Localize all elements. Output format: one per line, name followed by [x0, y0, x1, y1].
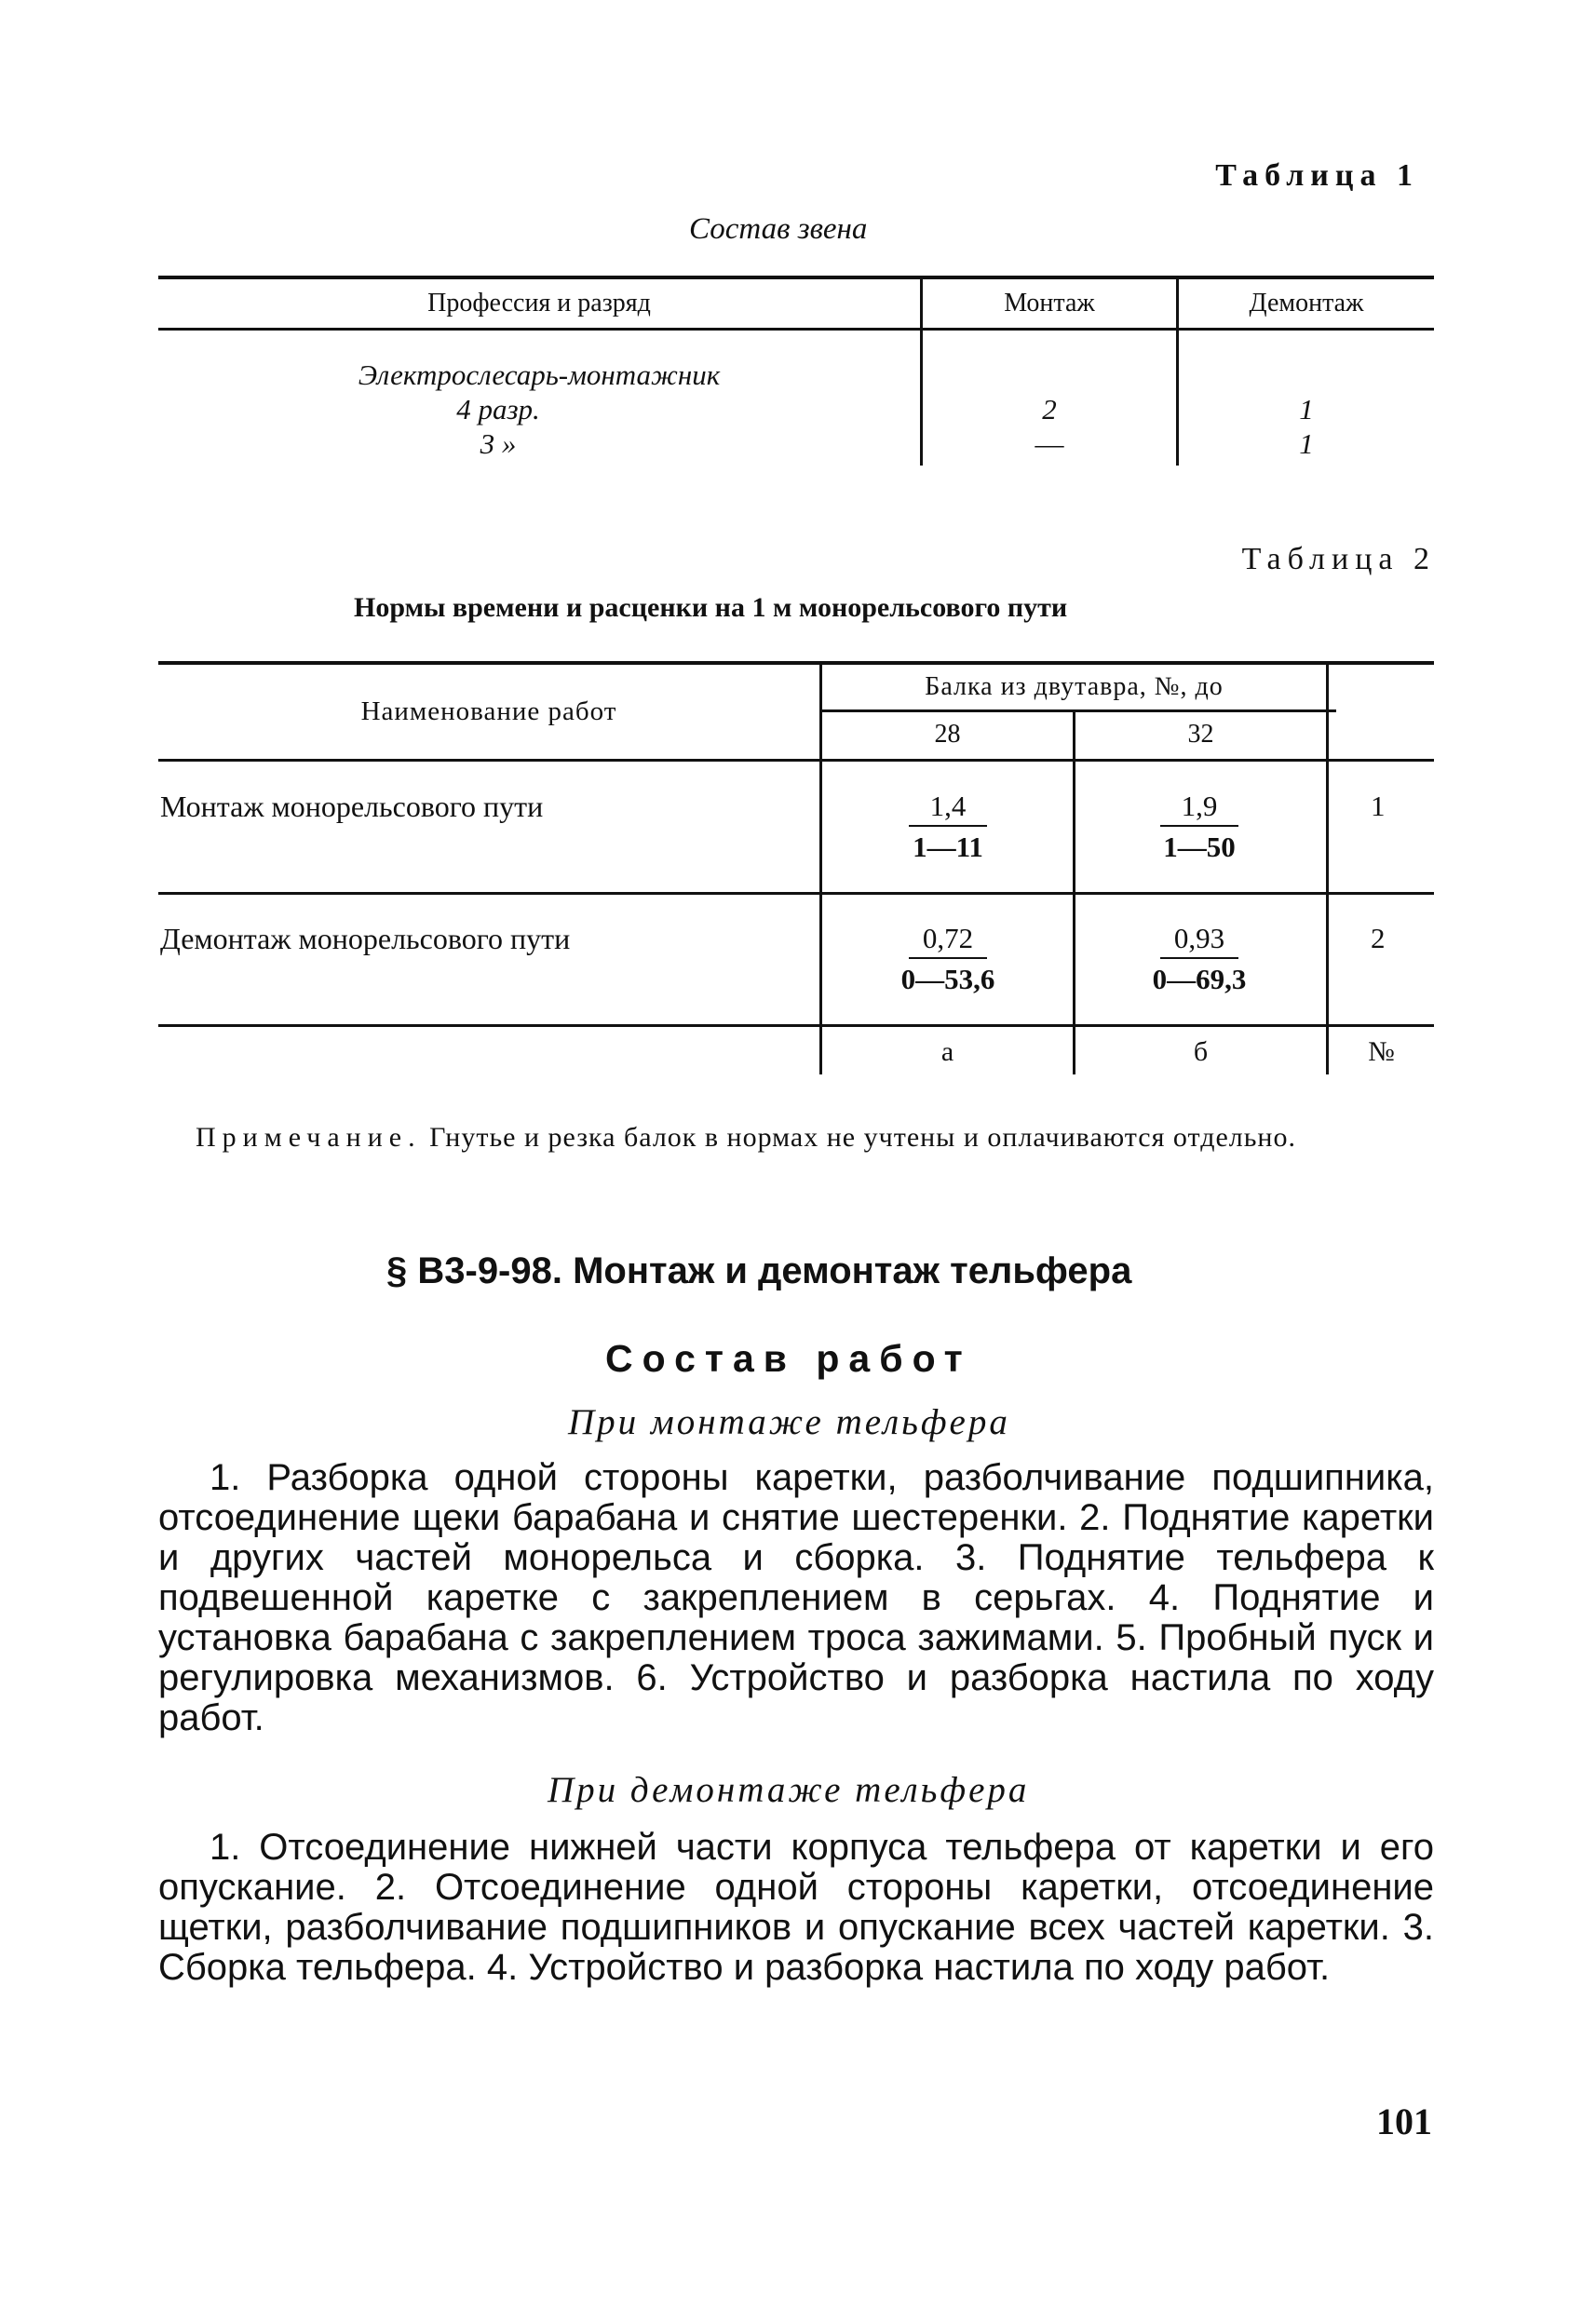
table2-caption: Нормы времени и расценки на 1 м монорельсового пути: [354, 592, 1068, 623]
table2-row2-name: Демонтаж монорельсового пути: [160, 922, 571, 955]
table2-footer-no: №: [1368, 1036, 1395, 1067]
montazh-heading: При монтаже тельфера: [568, 1402, 1010, 1442]
table2-row2-b-time: 0,93: [1160, 922, 1238, 959]
section-subtitle: Состав работ: [605, 1337, 972, 1380]
table2-row2-no: 2: [1371, 922, 1386, 954]
table2-row2-b-rate: 0—69,3: [1152, 963, 1247, 995]
note-text: Гнутье и резка балок в нормах не учтены и оплачиваются отдельно.: [429, 1122, 1296, 1153]
table2-footer-b: б: [1193, 1036, 1209, 1067]
table2-row1-no: 1: [1371, 790, 1386, 822]
table1-caption: Состав звена: [689, 212, 868, 246]
table2-header-32: 32: [1187, 720, 1214, 749]
table2-row2-a: [892, 922, 1004, 996]
demontazh-paragraph: [158, 1828, 1434, 1988]
table1-grade-3: 3 »: [480, 427, 517, 460]
montazh-text: 1. Разборка одной стороны каретки, разболчивание подшипника, отсоединение щеки барабана и снятие шестеренки. 2. Поднятие каретки и других частей монорельса и сборка. 3. Поднятие тельфера к подвешенной каретке с закреплением в серьгах. 4. Поднятие и установка барабана с закреплением троса зажимами. 5. Пробный пуск и регулировка механизмов. 6. Устройство и разборка настила по ходу работ.: [158, 1457, 1434, 1738]
table2-row2-a-rate: 0—53,6: [900, 963, 995, 995]
table2-label: Таблица 2: [1241, 542, 1436, 576]
table1-montazh-3: —: [1035, 427, 1064, 460]
table2-row1-a: [892, 790, 1004, 864]
demontazh-text: 1. Отсоединение нижней части корпуса тельфера от каретки и его опускание. 2. Отсоединение одной стороны каретки, отсоединение щетки, разболчивание подшипников и опускание всех частей каретки. 3. Сборка тельфера. 4. Устройство и разборка настила по ходу работ.: [158, 1827, 1434, 1988]
table2-row2-a-time: 0,72: [909, 922, 987, 959]
table2-header-group: Балка из двутавра, №, до: [925, 672, 1224, 701]
table1-grade-4: 4 разр.: [456, 393, 540, 426]
table2-row1-a-rate: 1—11: [913, 831, 983, 863]
note-label: Примечание.: [196, 1122, 422, 1153]
table2-row1-b-rate: 1—50: [1163, 831, 1236, 863]
table2-header-work: Наименование работ: [360, 696, 617, 726]
table2-row1-name: Монтаж монорельсового пути: [160, 790, 544, 823]
table2-footer-a: а: [940, 1036, 954, 1067]
table2-row1-b: [1143, 790, 1255, 864]
table2-row1-a-time: 1,4: [909, 790, 987, 827]
table1-demontazh-3: 1: [1299, 427, 1314, 460]
section-title: § В3-9-98. Монтаж и демонтаж тельфера: [386, 1250, 1132, 1291]
table1-header-montazh: Монтаж: [1004, 289, 1095, 317]
table1-montazh-4: 2: [1042, 393, 1057, 426]
table1-header-profession: Профессия и разряд: [427, 289, 651, 317]
demontazh-heading: При демонтаже тельфера: [548, 1770, 1030, 1810]
montazh-paragraph: [158, 1458, 1434, 1738]
table1-profession: Электрослесарь-монтажник: [358, 358, 721, 391]
table1-demontazh-4: 1: [1299, 393, 1314, 426]
table1-header-demontazh: Демонтаж: [1249, 289, 1364, 317]
table1-label: Таблица 1: [1215, 158, 1419, 193]
table2-row2-b: [1143, 922, 1255, 996]
table2-header-28: 28: [934, 720, 961, 749]
note: [196, 1121, 1434, 1155]
table2-row1-b-time: 1,9: [1160, 790, 1238, 827]
page-number: 101: [1376, 2101, 1432, 2142]
